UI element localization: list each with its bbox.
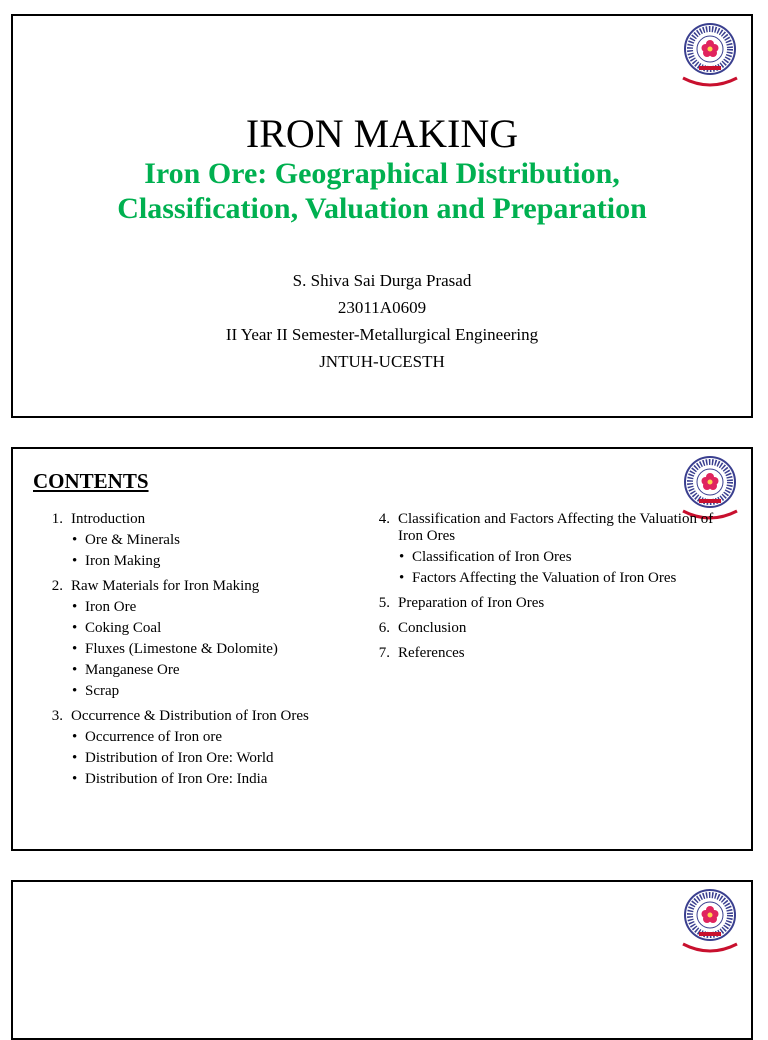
contents-item [366, 620, 716, 637]
contents-subitem: • Iron Ore [71, 599, 349, 616]
roll-number: 23011A0609 [337, 298, 427, 317]
contents-subitem: • Iron Making [71, 553, 349, 570]
contents-item-number: 2. [51, 578, 63, 594]
title-slide [11, 14, 753, 418]
contents-item [366, 511, 716, 587]
contents-subitem: • Fluxes (Limestone & Dolomite) [71, 641, 349, 658]
contents-subitem: • Factors Affecting the Valuation of Iron Ores [398, 570, 716, 587]
contents-subitem: • Distribution of Iron Ore: India [71, 771, 349, 788]
contents-subitem: • Classification of Iron Ores [398, 549, 716, 566]
third-slide [11, 880, 753, 1040]
contents-item-number: 7. [378, 645, 390, 661]
contents-subitem: • Coking Coal [71, 620, 349, 637]
contents-subitem: • Distribution of Iron Ore: World [71, 750, 349, 767]
contents-item [39, 578, 349, 700]
contents-heading: CONTENTS [33, 469, 149, 493]
contents-right-column [366, 511, 716, 670]
author-block [13, 267, 751, 375]
institution-name: JNTUH-UCESTH [319, 352, 445, 371]
contents-item-label: Occurrence & Distribution of Iron Ores [71, 708, 309, 724]
contents-item [39, 511, 349, 570]
contents-subitem: • Scrap [71, 683, 349, 700]
contents-item-label: References [398, 645, 465, 661]
university-logo [679, 888, 741, 956]
contents-item-label: Raw Materials for Iron Making [71, 578, 260, 594]
year-semester: II Year II Semester-Metallurgical Engineering [225, 325, 539, 344]
contents-item-label: Preparation of Iron Ores [398, 595, 545, 611]
contents-item-number: 3. [51, 708, 63, 724]
contents-left-column [39, 511, 349, 796]
contents-item-label: Conclusion [398, 620, 467, 636]
contents-slide [11, 447, 753, 851]
contents-subitem: • Manganese Ore [71, 662, 349, 679]
author-name: S. Shiva Sai Durga Prasad [292, 271, 472, 290]
university-logo [679, 22, 741, 90]
subtitle-line-2: Classification, Valuation and Preparation [117, 192, 647, 225]
contents-item-number: 6. [378, 620, 390, 636]
presentation-title: IRON MAKING [245, 111, 519, 156]
contents-item-number: 4. [378, 511, 390, 527]
contents-item-number: 1. [51, 511, 63, 527]
contents-item-label: Classification and Factors Affecting the Valuation of Iron Ores [398, 511, 714, 544]
subtitle-line-1: Iron Ore: Geographical Distribution, [144, 157, 620, 190]
contents-subitem: • Occurrence of Iron ore [71, 729, 349, 746]
contents-item-number: 5. [378, 595, 390, 611]
contents-item [39, 708, 349, 788]
contents-subitem: • Ore & Minerals [71, 532, 349, 549]
presentation-subtitle [13, 156, 751, 226]
contents-item [366, 595, 716, 612]
contents-item [366, 645, 716, 662]
contents-item-label: Introduction [71, 511, 146, 527]
